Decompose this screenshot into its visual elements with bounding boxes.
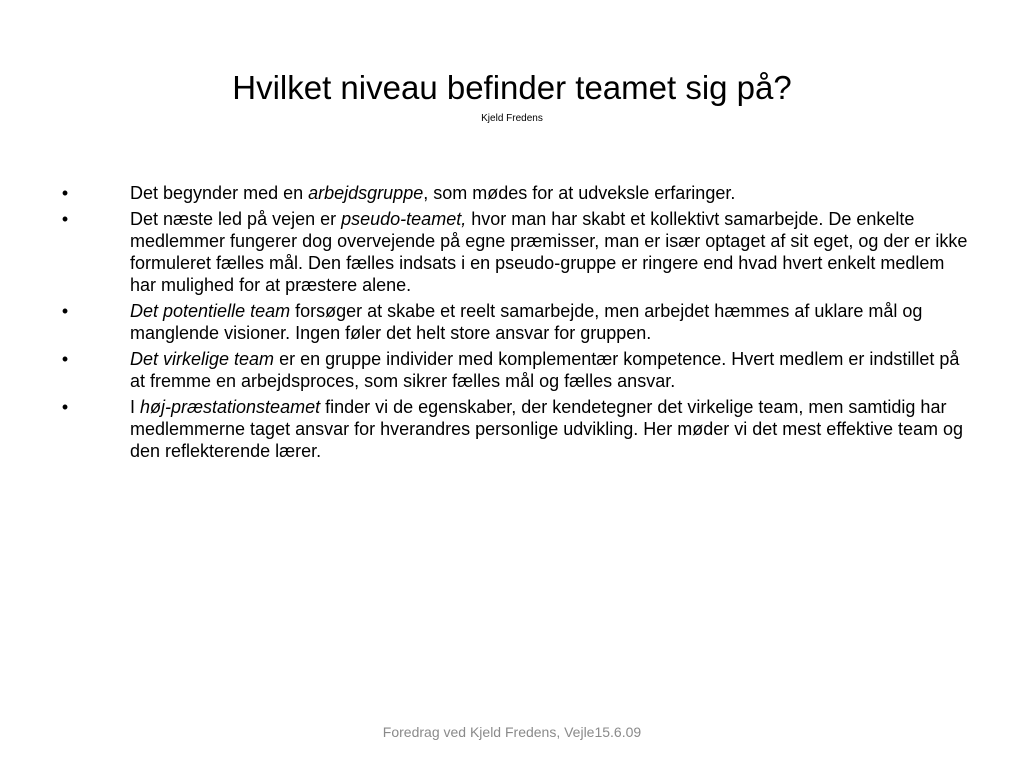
bullet-text-rest: forsøger at skabe et reelt samarbejde, men arbejdet hæmmes af uklare mål og manglende visioner. Ingen føler det helt store ansvar for gruppen.	[130, 301, 923, 343]
bullet-dot-icon: •	[61, 301, 69, 321]
slide-footer: Foredrag ved Kjeld Fredens, Vejle15.6.09	[382, 724, 642, 740]
bullet-text-lead: Det begynder med en	[130, 183, 309, 203]
bullet-dot-icon: •	[61, 209, 69, 229]
bullet-text-rest: , som mødes for at udveksle erfaringer.	[423, 183, 736, 203]
bullet-item	[58, 300, 968, 344]
title-block	[0, 64, 1024, 125]
bullet-dot-icon: •	[61, 183, 69, 203]
bullet-text-emphasis: høj-præstationsteamet	[140, 397, 321, 417]
bullet-item	[58, 348, 968, 392]
bullet-dot-icon: •	[61, 349, 69, 369]
bullet-item	[58, 182, 968, 204]
bullet-item	[58, 396, 968, 462]
bullet-text-rest: hvor man har skabt et kollektivt samarbejde. De enkelte medlemmer fungerer dog overvejende på egne præmisser, man er især optaget af sit eget, og der er ikke formuleret fælles mål. Den fælles indsats i en pseudo-gruppe er ringere end hvad hvert enkelt medlem har mulighed for at præstere alene.	[130, 209, 968, 295]
bullet-text-emphasis: Det potentielle team	[130, 301, 291, 321]
bullet-dot-icon: •	[61, 397, 69, 417]
bullet-text-emphasis: pseudo-teamet,	[341, 209, 467, 229]
bullet-text-emphasis: Det virkelige team	[130, 349, 275, 369]
slide-title: Hvilket niveau befinder teamet sig på?	[232, 69, 792, 106]
bullet-text-rest: finder vi de egenskaber, der kendetegner det virkelige team, men samtidig har medlemmerne taget ansvar for hverandres personlige udvikling. Her møder vi det mest effektive team og den reflekterende lærer.	[130, 397, 964, 461]
bullet-text-lead: I	[130, 397, 141, 417]
bullet-text-emphasis: arbejdsgruppe	[308, 183, 424, 203]
bullet-text-rest: er en gruppe individer med komplementær kompetence. Hvert medlem er indstillet på at fremme en arbejdsproces, som sikrer fælles mål og fælles ansvar.	[130, 349, 960, 391]
bullet-list	[58, 182, 968, 466]
slide-subtitle: Kjeld Fredens	[481, 113, 543, 124]
bullet-item	[58, 208, 968, 296]
bullet-text-lead: Det næste led på vejen er	[130, 209, 342, 229]
